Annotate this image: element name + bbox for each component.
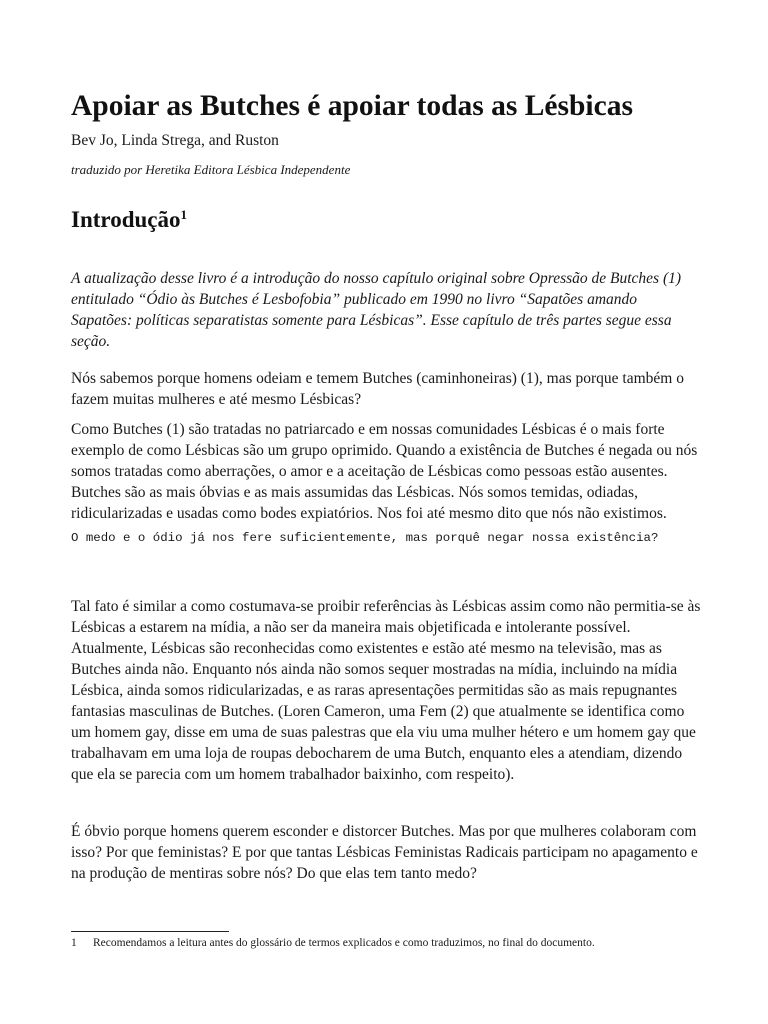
footnote-number: 1 (71, 937, 77, 949)
section-heading-text: Introdução (71, 207, 181, 232)
body-paragraph-3: Tal fato é similar a como costumava-se proibir referências às Lésbicas assim como não permitia-se às Lésbicas a estarem na mídia, a não ser da maneira mais objetificada e intolerante possível. Atualmente, Lésbicas são reconhecidas como existentes e estão até mesmo na televisão, mas as Butches ainda não. Enquanto nós ainda não somos sequer mostradas na mídia, incluindo na mídia Lésbica, ainda somos ridicularizadas, e as raras apresentações permitidas são as mais repugnantes fantasias masculinas de Butches. (Loren Cameron, uma Fem (2) que atualmente se identifica como um homem gay, disse em uma de suas palestras que ela viu uma mulher hétero e um homem gay que trabalhavam em uma loja de roupas debocharem de uma Butch, enquanto eles a atendiam, dizendo que ela se parecia com um homem trabalhador baixinho, com respeito). (71, 598, 701, 783)
monospace-line: O medo e o ódio já nos fere suficientemente, mas porquê negar nossa existência? (71, 531, 659, 545)
footnote-divider (71, 931, 229, 932)
footnote-reference[interactable]: 1 (180, 207, 187, 222)
footnote (71, 935, 595, 951)
document-title: Apoiar as Butches é apoiar todas as Lésbicas (71, 90, 633, 122)
body-paragraph-2: Como Butches (1) são tratadas no patriarcado e em nossas comunidades Lésbicas é o mais forte exemplo de como Lésbicas são um grupo oprimido. Quando a existência de Butches é negada ou nós somos tratadas como aberrações, o amor e a aceitação de Lésbicas como pessoas estão ausentes. Butches são as mais óbvias e as mais assumidas das Lésbicas. Nós somos temidas, odiadas, ridicularizadas e usadas como bodes expiatórios. Nos foi até mesmo dito que nós não existimos. (71, 421, 698, 522)
body-paragraph-4: É óbvio porque homens querem esconder e distorcer Butches. Mas por que mulheres colaboram com isso? Por que feministas? E por que tantas Lésbicas Feministas Radicais participam no apagamento e na produção de mentiras sobre nós? Do que elas tem tanto medo? (71, 823, 698, 882)
footnote-text: Recomendamos a leitura antes do glossário de termos explicados e como traduzimos, no final do documento. (93, 937, 595, 949)
section-heading-introducao (71, 203, 187, 237)
intro-paragraph: A atualização desse livro é a introdução do nosso capítulo original sobre Opressão de Butches (1) entitulado “Ódio às Butches é Lesbofobia” publicado em 1990 no livro “Sapatões amando Sapatões: políticas separatistas somente para Lésbicas”. Esse capítulo de três partes segue essa seção. (71, 270, 682, 350)
body-paragraph-1: Nós sabemos porque homens odeiam e temem Butches (caminhoneiras) (1), mas porque também o fazem muitas mulheres e até mesmo Lésbicas? (71, 370, 684, 408)
document-authors: Bev Jo, Linda Strega, and Ruston (71, 132, 279, 149)
translator-credit: traduzido por Heretika Editora Lésbica Independente (71, 162, 351, 177)
